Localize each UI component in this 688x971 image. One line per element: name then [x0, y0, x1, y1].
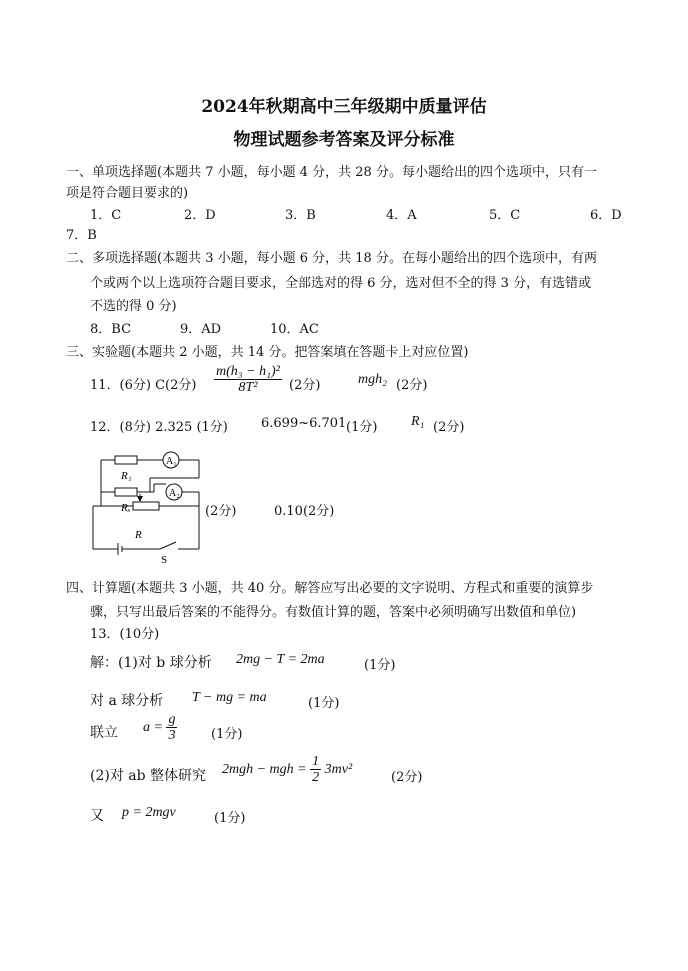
q13-step2-label: 对 a 球分析 [90, 693, 164, 709]
section2-heading-cont1: 个或两个以上选项符合题目要求，全部选对的得 6 分，选对但不全的得 3 分，有选错或 [90, 276, 592, 291]
answer-4: 4．A [386, 208, 417, 223]
q13-step4-label: (2)对 ab 整体研究 [90, 768, 207, 784]
page-subtitle: 物理试题参考答案及评分标准 [233, 130, 455, 150]
section1-heading-cont: 项是符合题目要求的) [66, 186, 189, 201]
answer-2: 2．D [184, 208, 216, 223]
q13-step1-score: (1分) [364, 658, 396, 673]
q13-step4-eq [222, 754, 352, 786]
q13-step3-lhs: a = [143, 720, 163, 736]
section2-heading-cont2: 不选的得 0 分) [90, 299, 177, 314]
q12-value: 0.10(2分) [274, 504, 335, 519]
answer-5: 5．C [489, 208, 521, 223]
section4-heading-cont: 骤，只写出最后答案的不能得分。有数值计算的题，答案中必须明确写出数值和单位) [90, 605, 577, 620]
q13-step3-label: 联立 [90, 725, 118, 741]
answer-8: 8．BC [90, 322, 132, 337]
section2-heading: 二、多项选择题(本题共 3 小题，每小题 6 分，共 18 分。在每小题给出的四个选项中，有两 [66, 251, 597, 266]
q11-fraction [214, 364, 282, 396]
q13-step2-eq: T − mg = ma [192, 690, 267, 705]
q13-step5-score: (1分) [214, 811, 246, 826]
answer-9: 9．AD [180, 322, 222, 337]
q11-frac-numerator: m(h₃ − h₁)² [216, 364, 280, 379]
label-r1: R₁ [121, 470, 132, 482]
slider-arrow [137, 496, 143, 502]
q11-score2: (2分) [396, 378, 428, 393]
q12-range-score: (1分) [346, 420, 378, 435]
q13-step4-num: 1 [312, 754, 320, 769]
q11-expr2: mgh₂ [358, 372, 387, 387]
q13-title: 13．(10分) [90, 627, 160, 642]
label-r: R [135, 529, 142, 541]
q11-score1: (2分) [289, 378, 321, 393]
circuit-diagram [88, 446, 208, 564]
q13-step1-eq: 2mg − T = 2ma [236, 652, 325, 667]
section1-heading: 一、单项选择题(本题共 7 小题，每小题 4 分，共 28 分。每小题给出的四个选项中，只有一 [66, 165, 597, 180]
q13-step4-rhs: 3mv² [324, 762, 353, 778]
q13-step3-score: (1分) [211, 727, 243, 742]
q13-step5-eq: p = 2mgv [122, 805, 176, 820]
answer-1: 1．C [90, 208, 122, 223]
label-a1: A₁ [166, 456, 177, 467]
label-a2: A₂ [169, 488, 180, 499]
q13-step5-label: 又 [90, 808, 104, 824]
q13-step1-label: 解：(1)对 b 球分析 [90, 655, 212, 671]
label-s: S [161, 554, 168, 564]
q12-r1: R₁ [411, 414, 425, 429]
q13-step3-eq [143, 712, 177, 744]
q11-prefix: 11．(6分) C(2分) [90, 378, 197, 393]
q12-circuit-score: (2分) [205, 504, 237, 519]
answer-6: 6．D [590, 208, 622, 223]
page-title: 2024年秋期高中三年级期中质量评估 [201, 97, 487, 117]
answer-10: 10．AC [270, 322, 319, 337]
section3-heading: 三、实验题(本题共 2 小题，共 14 分。把答案填在答题卡上对应位置) [66, 345, 469, 360]
q12-range: 6.699~6.701 [261, 416, 347, 431]
q12-prefix: 12．(8分) 2.325 (1分) [90, 420, 228, 435]
q13-step4-den: 2 [312, 770, 320, 786]
q11-frac-denominator: 8T² [238, 380, 258, 396]
q13-step4-lhs: 2mgh − mgh = [222, 762, 307, 778]
answer-7: 7．B [66, 228, 97, 243]
section4-heading: 四、计算题(本题共 3 小题，共 40 分。解答应写出必要的文字说明、方程式和重要的演算步 [66, 581, 594, 596]
label-rx: Rₓ [121, 502, 131, 514]
switch-s [160, 542, 176, 549]
answer-3: 3．B [285, 208, 316, 223]
q13-step3-num: g [168, 712, 176, 727]
resistor-rx [115, 488, 137, 496]
q13-step2-score: (1分) [308, 696, 340, 711]
resistor-r1 [115, 456, 137, 464]
q13-step3-den: 3 [168, 728, 176, 744]
q12-r1-score: (2分) [433, 420, 465, 435]
q13-step4-score: (2分) [391, 770, 423, 785]
rheostat-r [133, 502, 159, 510]
